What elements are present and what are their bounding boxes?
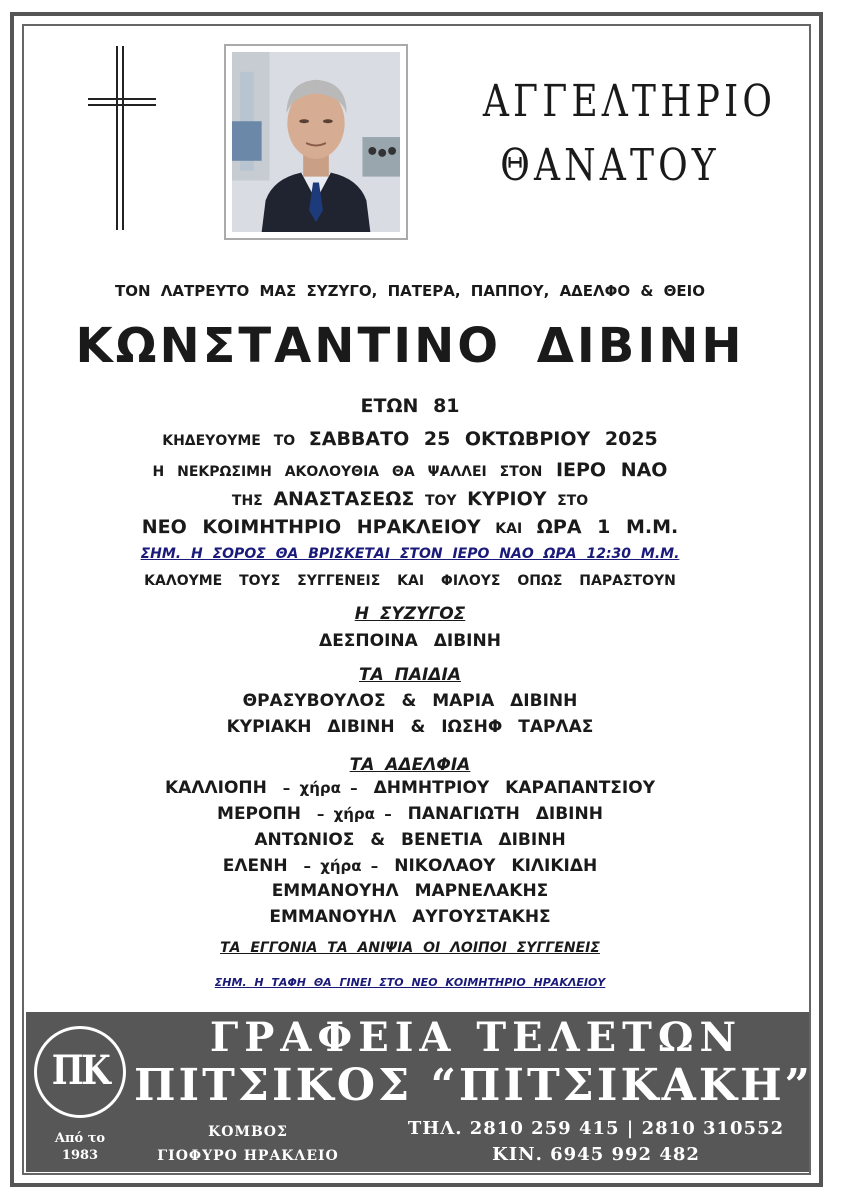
title-line-2: ΘΑΝΑΤΟΥ xyxy=(500,140,720,191)
sibling-name xyxy=(30,856,790,876)
sibling-name: ΕΜΜΑΝΟΥΗΛ ΑΥΓΟΥΣΤΑΚΗΣ xyxy=(269,907,551,927)
sibling-first-name: ΕΛΕΝΗ xyxy=(222,856,288,876)
funeral-time: ΩΡΑ 1 Μ.Μ. xyxy=(536,516,679,538)
sibling-spouse-name: ΝΙΚΟΛΑΟΥ ΚΙΛΙΚΙΔΗ xyxy=(394,856,598,876)
sibling-first-name: ΚΑΛΛΙΟΠΗ xyxy=(164,778,267,798)
sibling-name xyxy=(30,804,790,824)
portrait-photo xyxy=(224,44,408,240)
widow-label: – χήρα – xyxy=(282,779,358,797)
age-text: ΕΤΩΝ 81 xyxy=(360,395,460,417)
children-heading: ΤΑ ΠΑΙΔΙΑ xyxy=(358,665,462,685)
since-year: 1983 xyxy=(61,1148,99,1163)
funeral-date: ΣΑΒΒΑΤΟ 25 ΟΚΤΩΒΡΙΟΥ 2025 xyxy=(308,428,658,450)
address-line-1: ΚΟΜΒΟΣ xyxy=(208,1124,288,1140)
church-name-line xyxy=(30,488,790,510)
logo-letters: ΠΚ xyxy=(51,1047,109,1094)
invitation-text: ΚΑΛΟΥΜΕ ΤΟΥΣ ΣΥΓΓΕΝΕΙΣ ΚΑΙ ΦΙΛΟΥΣ ΟΠΩΣ ΠΑΡΑΣΤΟΥΝ xyxy=(144,573,676,589)
spouse-heading: Η ΣΥΖΥΓΟΣ xyxy=(354,604,466,624)
pk-logo xyxy=(34,1026,126,1118)
cross-icon xyxy=(88,46,156,230)
child-name: ΘΡΑΣΥΒΟΥΛΟΣ & ΜΑΡΙΑ ΔΙΒΙΝΗ xyxy=(242,691,578,711)
cemetery-name: ΝΕΟ ΚΟΙΜΗΤΗΡΙΟ ΗΡΑΚΛΕΙΟΥ xyxy=(141,516,481,538)
established-text xyxy=(40,1130,120,1164)
sibling-spouse-name: ΠΑΝΑΓΙΩΤΗ ΔΙΒΙΝΗ xyxy=(407,804,603,824)
funeral-service-line xyxy=(30,459,790,481)
burial-note: ΣΗΜ. Η ΤΑΦΗ ΘΑ ΓΙΝΕΙ ΣΤΟ ΝΕΟ ΚΟΙΜΗΤΗΡΙΟ ΗΡΑΚΛΕΙΟΥ xyxy=(214,976,606,989)
cemetery-line xyxy=(30,516,790,538)
church-name-part-5: ΣΤΟ xyxy=(557,493,589,509)
church-name-part-1: ΤΗΣ xyxy=(231,493,263,509)
child-name: ΚΥΡΙΑΚΗ ΔΙΒΙΝΗ & ΙΩΣΗΦ ΤΑΡΛΑΣ xyxy=(226,717,594,737)
church-name-part-2: ΑΝΑΣΤΑΣΕΩΣ xyxy=(273,488,415,510)
contact-phones xyxy=(386,1116,806,1168)
siblings-heading: ΤΑ ΑΔΕΛΦΙΑ xyxy=(349,755,471,775)
spouse-name: ΔΕΣΠΟΙΝΑ ΔΙΒΙΝΗ xyxy=(319,631,501,651)
church-name-part-3: ΤΟΥ xyxy=(424,493,457,509)
announcement-title xyxy=(482,70,777,198)
address-line-2: ΓΙΟΦΥΡΟ ΗΡΑΚΛΕΙΟ xyxy=(157,1148,339,1164)
church-label: ΙΕΡΟ ΝΑΟ xyxy=(555,459,668,481)
widow-label: – χήρα – xyxy=(316,805,392,823)
phone-line: ΤΗΛ. 2810 259 415 | 2810 310552 xyxy=(407,1118,785,1139)
sibling-name: ΕΜΜΑΝΟΥΗΛ ΜΑΡΝΕΛΑΚΗΣ xyxy=(271,881,549,901)
funeral-home-footer xyxy=(26,1012,813,1172)
viewing-note: ΣΗΜ. Η ΣΟΡΟΣ ΘΑ ΒΡΙΣΚΕΤΑΙ ΣΤΟΝ ΙΕΡΟ ΝΑΟ ΩΡΑ 12:30 Μ.Μ. xyxy=(140,546,680,562)
other-relatives: ΤΑ ΕΓΓΟΝΙΑ ΤΑ ΑΝΙΨΙΑ ΟΙ ΛΟΙΠΟΙ ΣΥΓΓΕΝΕΙΣ xyxy=(220,940,600,956)
funeral-home-name: ΠΙΤΣΙΚΟΣ “ΠΙΤΣΙΚΑΚΗ” xyxy=(134,1060,813,1111)
sibling-first-name: ΜΕΡΟΠΗ xyxy=(217,804,301,824)
title-line-1: ΑΓΓΕΛΤΗΡΙΟ xyxy=(482,76,777,127)
sibling-name xyxy=(30,778,790,798)
intro-text: ΤΟΝ ΛΑΤΡΕΥΤΟ ΜΑΣ ΣΥΖΥΓΟ, ΠΑΤΕΡΑ, ΠΑΠΠΟΥ, ΑΔΕΛΦΟ & ΘΕΙΟ xyxy=(115,282,705,300)
funeral-date-line xyxy=(30,428,790,450)
mobile-line: ΚΙΝ. 6945 992 482 xyxy=(492,1144,700,1165)
funeral-home-title: ΓΡΑΦΕΙΑ ΤΕΛΕΤΩΝ xyxy=(209,1014,743,1061)
funeral-date-prefix: ΚΗΔΕΥΟΥΜΕ ΤΟ xyxy=(162,433,296,449)
sibling-spouse-name: ΔΗΜΗΤΡΙΟΥ ΚΑΡΑΠΑΝΤΣΙΟΥ xyxy=(373,778,656,798)
since-label: Από το xyxy=(54,1131,106,1146)
sibling-name: ΑΝΤΩΝΙΟΣ & ΒΕΝΕΤΙΑ ΔΙΒΙΝΗ xyxy=(254,830,566,850)
widow-label: – χήρα – xyxy=(303,857,379,875)
church-name-part-4: ΚΥΡΙΟΥ xyxy=(467,488,547,510)
deceased-name: ΚΩΝΣΤΑΝΤΙΝΟ ΔΙΒΙΝΗ xyxy=(75,318,745,374)
service-text: Η ΝΕΚΡΩΣΙΜΗ ΑΚΟΛΟΥΘΙΑ ΘΑ ΨΑΛΛΕΙ ΣΤΟΝ xyxy=(152,464,543,480)
funeral-home-address xyxy=(148,1120,348,1168)
cemetery-and: ΚΑΙ xyxy=(495,521,523,537)
